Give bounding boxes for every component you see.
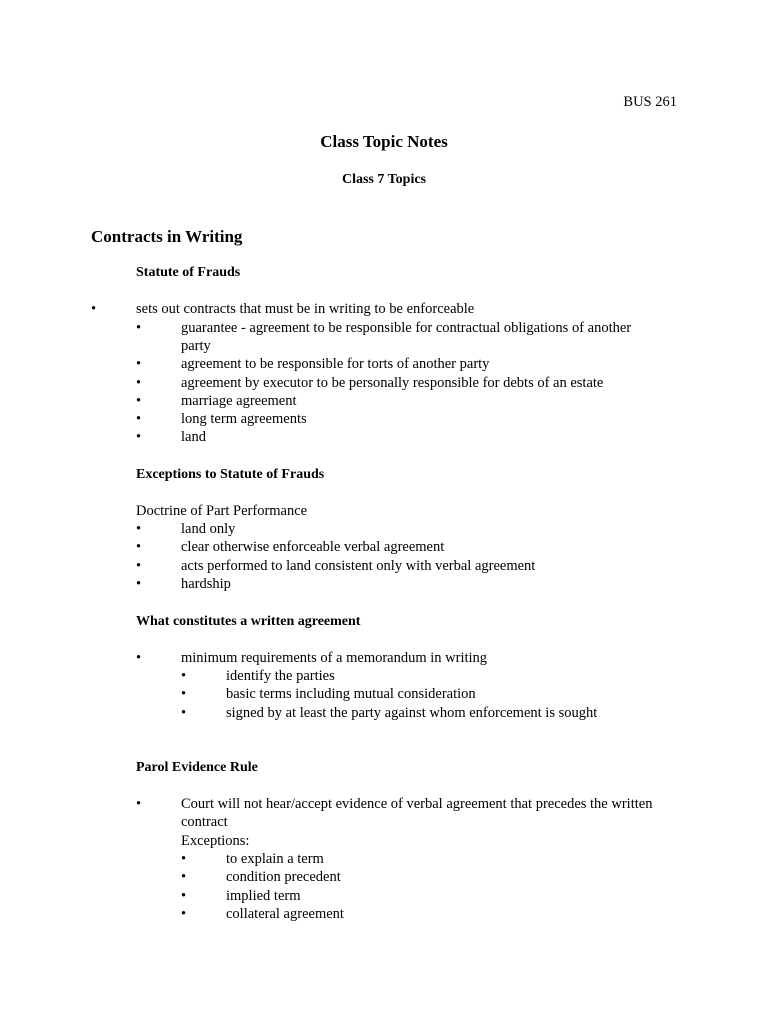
course-code: BUS 261 — [623, 94, 677, 110]
statute-item: long term agreements — [181, 411, 307, 427]
bullet: • — [181, 888, 187, 904]
statute-item: marriage agreement — [181, 393, 297, 409]
bullet: • — [181, 668, 187, 684]
bullet: • — [181, 906, 187, 922]
bullet: • — [136, 393, 142, 409]
written-heading: What constitutes a written agreement — [136, 614, 361, 629]
written-main-bullet: minimum requirements of a memorandum in writing — [181, 650, 488, 666]
bullet: • — [136, 429, 142, 445]
statute-item: agreement to be responsible for torts of another party — [181, 356, 490, 372]
bullet: • — [181, 851, 187, 867]
bullet: • — [136, 650, 142, 666]
statute-item: land — [181, 429, 206, 445]
parol-main-line2: contract — [181, 814, 228, 830]
exceptions-item: hardship — [181, 576, 231, 592]
parol-item: implied term — [226, 888, 301, 904]
parol-main-line1: Court will not hear/accept evidence of verbal agreement that precedes the written — [181, 796, 653, 812]
written-item: identify the parties — [226, 668, 335, 684]
statute-main-bullet: sets out contracts that must be in writing to be enforceable — [136, 301, 475, 317]
bullet: • — [136, 539, 142, 555]
bullet: • — [136, 796, 142, 812]
bullet: • — [91, 301, 97, 317]
statute-item-continuation: party — [181, 338, 211, 354]
written-item: signed by at least the party against whom enforcement is sought — [226, 705, 598, 721]
exceptions-item: acts performed to land consistent only with verbal agreement — [181, 558, 536, 574]
bullet: • — [181, 686, 187, 702]
bullet: • — [136, 356, 142, 372]
bullet: • — [136, 576, 142, 592]
section-heading: Contracts in Writing — [91, 227, 243, 246]
bullet: • — [136, 521, 142, 537]
bullet: • — [136, 320, 142, 336]
statute-item: agreement by executor to be personally responsible for debts of an estate — [181, 375, 604, 391]
bullet: • — [136, 411, 142, 427]
statute-heading: Statute of Frauds — [136, 265, 241, 280]
document-subtitle: Class 7 Topics — [341, 172, 427, 187]
document-title: Class Topic Notes — [320, 132, 448, 151]
bullet: • — [181, 705, 187, 721]
parol-item: to explain a term — [226, 851, 324, 867]
parol-item: condition precedent — [226, 869, 341, 885]
statute-item: guarantee - agreement to be responsible for contractual obligations of another — [181, 320, 632, 336]
parol-exceptions-label: Exceptions: — [181, 833, 250, 849]
exceptions-heading: Exceptions to Statute of Frauds — [136, 467, 325, 482]
exceptions-item: clear otherwise enforceable verbal agreement — [181, 539, 445, 555]
exceptions-item: land only — [181, 521, 236, 537]
bullet: • — [136, 375, 142, 391]
doctrine-label: Doctrine of Part Performance — [136, 503, 308, 519]
written-item: basic terms including mutual consideration — [226, 686, 476, 702]
parol-item: collateral agreement — [226, 906, 344, 922]
bullet: • — [181, 869, 187, 885]
parol-heading: Parol Evidence Rule — [136, 760, 258, 775]
bullet: • — [136, 558, 142, 574]
